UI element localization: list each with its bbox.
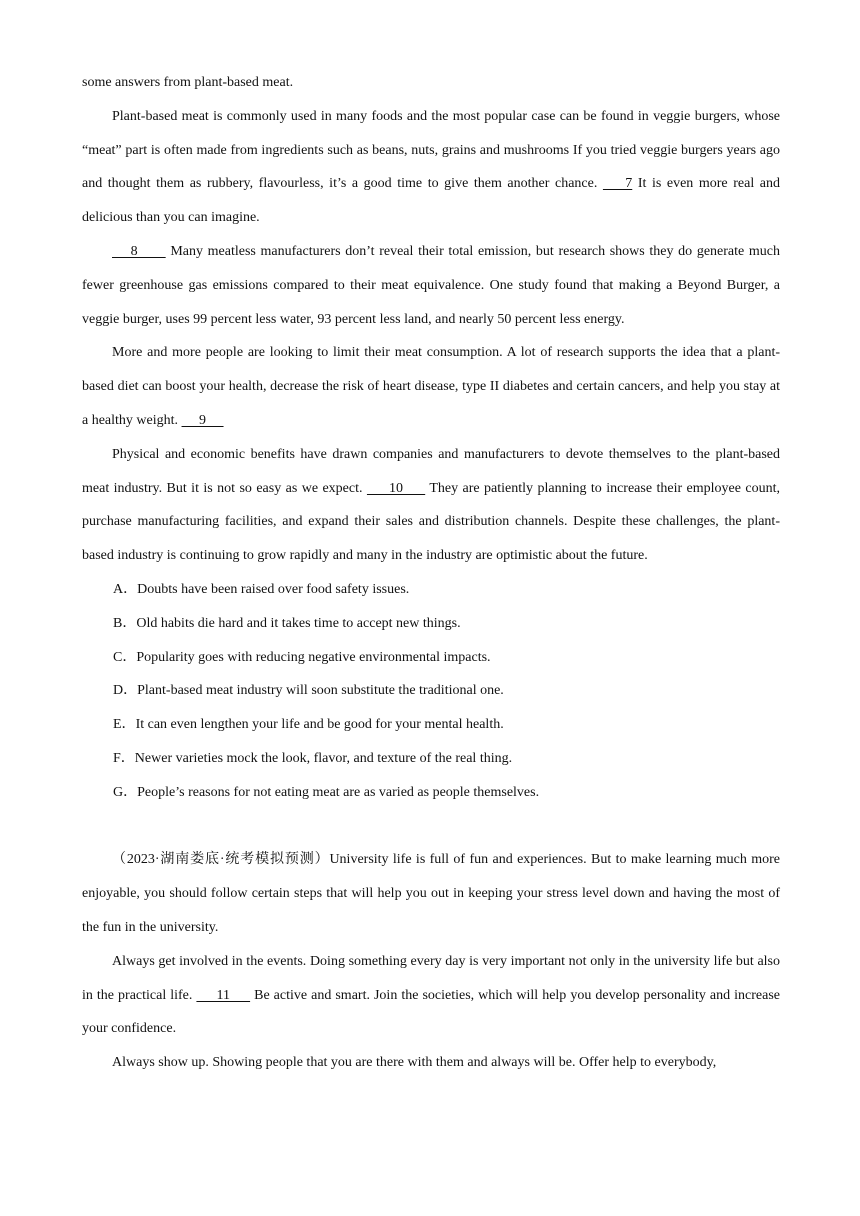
section-gap bbox=[82, 810, 780, 844]
option-text: Newer varieties mock the look, flavor, and texture of the real thing. bbox=[134, 750, 513, 766]
passage1-p1-text: Plant-based meat is commonly used in many foods and the most popular case can be found in veggie burgers, whose “meat” part is often made from ingredients such as beans, nuts, grains and mushrooms If you tried veggie burgers years ago and thought them as rubbery, flavourless, it’s a good time to give them another chance. bbox=[82, 108, 780, 192]
answer-options-list bbox=[82, 573, 780, 810]
document-page bbox=[82, 66, 780, 1080]
option-text: It can even lengthen your life and be good for your mental health. bbox=[135, 717, 504, 733]
passage2-paragraph-2 bbox=[82, 945, 780, 1046]
option-a bbox=[82, 573, 780, 607]
blank-10: 10 bbox=[366, 480, 426, 496]
option-e bbox=[82, 708, 780, 742]
passage1-p4-text: Physical and economic benefits have drawn companies and manufacturers to devote themselves to the plant-based meat industry. But it is not so easy as we expect. bbox=[82, 446, 780, 496]
option-letter: B． bbox=[113, 615, 137, 631]
question-source-label: （2023·湖南娄底·统考模拟预测） bbox=[112, 852, 330, 868]
passage1-paragraph-1 bbox=[82, 100, 780, 235]
passage1-paragraph-3 bbox=[82, 336, 780, 437]
blank-9: 9 bbox=[181, 412, 224, 428]
option-f bbox=[82, 742, 780, 776]
option-letter: C． bbox=[113, 649, 137, 665]
option-letter: A． bbox=[113, 581, 138, 597]
blank-8: 8 bbox=[112, 243, 166, 259]
blank-11: 11 bbox=[196, 987, 251, 1003]
option-letter: D． bbox=[113, 683, 138, 699]
option-b bbox=[82, 607, 780, 641]
passage2-p3-text: Always show up. Showing people that you are there with them and always will be. Offer help to everybody, bbox=[112, 1055, 717, 1071]
passage1-paragraph-0 bbox=[82, 66, 780, 100]
option-text: Old habits die hard and it takes time to accept new things. bbox=[136, 615, 461, 631]
passage1-paragraph-2 bbox=[82, 235, 780, 336]
passage2-p2-text: Always get involved in the events. Doing something every day is very important not only in the university life but also in the practical life. bbox=[82, 953, 780, 1003]
blank-7: 7 bbox=[602, 176, 633, 192]
option-d bbox=[82, 674, 780, 708]
option-text: Popularity goes with reducing negative environmental impacts. bbox=[136, 649, 491, 665]
passage2-paragraph-1 bbox=[82, 843, 780, 944]
passage1-p4-after-text: They are patiently planning to increase their employee count, purchase manufacturing facilities, and expand their sales and distribution channels. Despite these challenges, the plant-based industry is continuing to grow rapidly and many in the industry are optimistic about the future. bbox=[82, 480, 781, 564]
option-letter: G． bbox=[113, 784, 138, 800]
option-text: People’s reasons for not eating meat are as varied as people themselves. bbox=[137, 784, 540, 800]
passage1-p0-text: some answers from plant-based meat. bbox=[82, 75, 294, 90]
passage2-p1-text: University life is full of fun and experiences. But to make learning much more enjoyable, you should follow certain steps that will help you out in keeping your stress level down and having the most of the fun in the university. bbox=[82, 852, 780, 935]
passage1-p2-text: Many meatless manufacturers don’t reveal their total emission, but research shows they do generate much fewer greenhouse gas emissions compared to their meat equivalence. One study found that making a Beyond Burger, a veggie burger, uses 99 percent less water, 93 percent less land, and nearly 50 percent less energy. bbox=[82, 243, 781, 327]
option-c bbox=[82, 641, 780, 675]
passage1-p3-text: More and more people are looking to limit their meat consumption. A lot of research supports the idea that a plant-based diet can boost your health, decrease the risk of heart disease, type II diabetes and certain cancers, and help you stay at a healthy weight. bbox=[82, 345, 780, 428]
passage2-p2-after-text: Be active and smart. Join the societies, which will help you develop personality and increase your confidence. bbox=[82, 987, 780, 1037]
option-letter: E． bbox=[113, 717, 136, 733]
option-text: Doubts have been raised over food safety issues. bbox=[137, 581, 410, 597]
passage1-paragraph-4 bbox=[82, 438, 780, 573]
passage1-p1-after-text: It is even more real and delicious than you can imagine. bbox=[82, 176, 780, 226]
option-g bbox=[82, 776, 780, 810]
option-letter: F． bbox=[113, 750, 135, 766]
option-text: Plant-based meat industry will soon substitute the traditional one. bbox=[137, 683, 504, 699]
passage2-paragraph-3 bbox=[82, 1046, 780, 1080]
